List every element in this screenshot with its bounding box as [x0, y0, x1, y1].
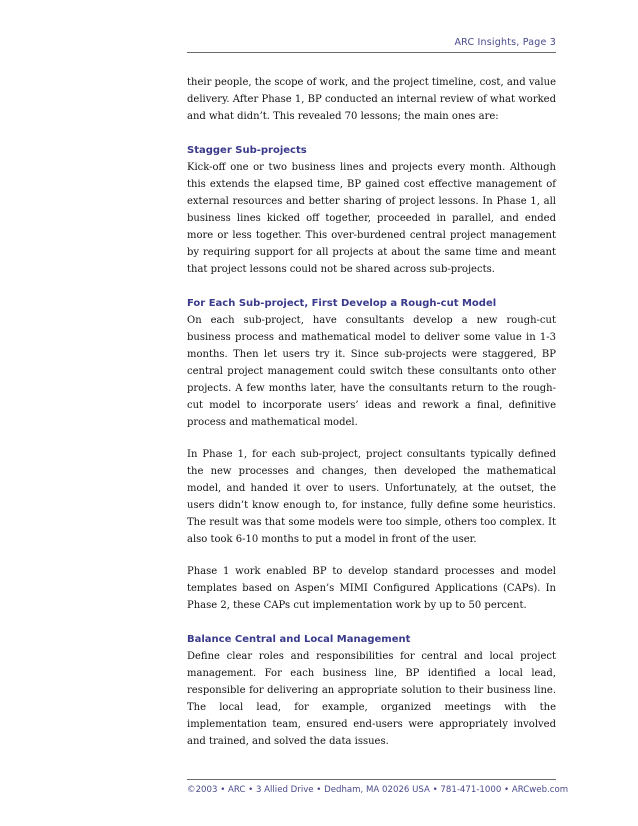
section-paragraph-rough-cut-2: In Phase 1, for each sub-project, project consultants typically defined the new processes and changes, then developed the mathematical model, and handed it over to users. Unfortunately, at the outset, the users didn’t know enough to, for instance, fully define some heuristics. The result was that some models were too simple, others too complex. It also took 6-10 months to put a model in front of the user. [187, 449, 556, 545]
section-heading-stagger: Stagger Sub-projects [187, 145, 307, 156]
section-heading-rough-cut: For Each Sub-project, First Develop a Rough-cut Model [187, 298, 497, 309]
header-divider [187, 52, 556, 53]
section-paragraph-balance: Define clear roles and responsibilities for central and local project management. For each business line, BP identified a local lead, responsible for delivering an appropriate solution to their business line. The local lead, for example, organized meetings with the implementation team, ensured end-users were appropriately involved and trained, and solved the data issues. [187, 651, 556, 747]
page-body [187, 74, 556, 750]
section-paragraph-stagger: Kick-off one or two business lines and projects every month. Although this extends the elapsed time, BP gained cost effective management of external resources and better sharing of project lessons. In Phase 1, all business lines kicked off together, proceeded in parallel, and ended more or less together. This over-burdened central project management by requiring support for all projects at about the same time and meant that project lessons could not be shared across sub-projects. [187, 162, 556, 275]
section-paragraph-rough-cut-3: Phase 1 work enabled BP to develop standard processes and model templates based on Aspen’s MIMI Configured Applications (CAPs). In Phase 2, these CAPs cut implementation work by up to 50 percent. [187, 566, 556, 611]
page-footer: ©2003 • ARC • 3 Allied Drive • Dedham, MA 02026 USA • 781-471-1000 • ARCweb.com [187, 785, 569, 795]
section-heading-balance: Balance Central and Local Management [187, 634, 411, 645]
footer-divider [187, 779, 556, 780]
running-header: ARC Insights, Page 3 [454, 37, 556, 48]
intro-paragraph: their people, the scope of work, and the project timeline, cost, and value delivery. After Phase 1, BP conducted an internal review of what worked and what didn’t. This revealed 70 lessons; the main ones are: [187, 77, 556, 122]
section-paragraph-rough-cut-1: On each sub-project, have consultants develop a new rough-cut business process and mathematical model to deliver some value in 1-3 months. Then let users try it. Since sub-projects were staggered, BP central project management could switch these consultants onto other projects. A few months later, have the consultants return to the rough-cut model to incorporate users’ ideas and rework a final, definitive process and mathematical model. [187, 315, 556, 428]
